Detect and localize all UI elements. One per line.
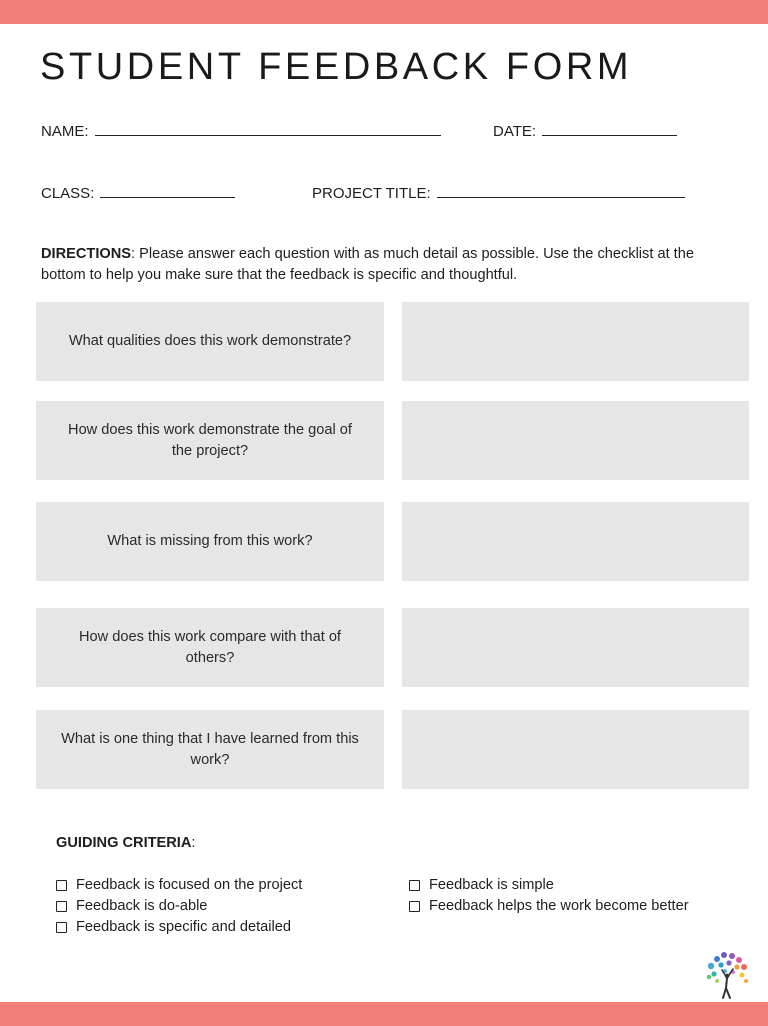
criteria-item-label: Feedback is do-able <box>76 898 208 914</box>
directions-label: DIRECTIONS <box>41 246 131 262</box>
page-title: STUDENT FEEDBACK FORM <box>40 46 633 88</box>
criteria-item-doable[interactable] <box>56 898 207 914</box>
criteria-item-label: Feedback is specific and detailed <box>76 919 291 935</box>
criteria-heading <box>56 835 195 851</box>
criteria-item-simple[interactable] <box>409 877 554 893</box>
criteria-heading-suffix: : <box>191 835 196 851</box>
name-label: NAME: <box>41 123 89 140</box>
question-box-3 <box>36 502 384 581</box>
class-input-line[interactable] <box>100 183 235 198</box>
tree-person-logo-icon <box>702 950 752 1000</box>
criteria-item-focused[interactable] <box>56 877 302 893</box>
directions <box>41 244 741 286</box>
criteria-item-specific[interactable] <box>56 919 291 935</box>
name-field <box>41 121 441 140</box>
class-field <box>41 183 235 202</box>
answer-box-1[interactable] <box>402 302 749 381</box>
class-label: CLASS: <box>41 185 95 202</box>
project-title-input-line[interactable] <box>437 183 685 198</box>
criteria-item-label: Feedback is simple <box>429 877 554 893</box>
criteria-item-better[interactable] <box>409 898 689 914</box>
date-input-line[interactable] <box>542 121 677 136</box>
criteria-heading-label: GUIDING CRITERIA <box>56 835 192 851</box>
checkbox-icon[interactable] <box>56 880 67 891</box>
checkbox-icon[interactable] <box>56 922 67 933</box>
answer-box-5[interactable] <box>402 710 749 789</box>
project-title-label: PROJECT TITLE: <box>312 185 431 202</box>
question-box-2 <box>36 401 384 480</box>
answer-box-4[interactable] <box>402 608 749 687</box>
date-label: DATE: <box>493 123 537 140</box>
date-field <box>493 121 677 140</box>
name-input-line[interactable] <box>95 121 441 136</box>
question-box-5 <box>36 710 384 789</box>
checkbox-icon[interactable] <box>409 901 420 912</box>
question-box-1 <box>36 302 384 381</box>
top-accent-band <box>0 0 768 24</box>
answer-box-3[interactable] <box>402 502 749 581</box>
bottom-accent-band <box>0 1002 768 1026</box>
checkbox-icon[interactable] <box>409 880 420 891</box>
question-box-4 <box>36 608 384 687</box>
question-text-3: What is missing from this work? <box>107 533 313 549</box>
criteria-item-label: Feedback helps the work become better <box>429 898 689 914</box>
criteria-item-label: Feedback is focused on the project <box>76 877 303 893</box>
question-text-4: How does this work compare with that of others? <box>79 628 341 666</box>
question-text-5: What is one thing that I have learned from this work? <box>61 730 359 768</box>
checkbox-icon[interactable] <box>56 901 67 912</box>
directions-text: : Please answer each question with as much detail as possible. Use the checklist at the bottom to help you make sure that the feedback is specific and thoughtful. <box>41 246 694 283</box>
question-text-2: How does this work demonstrate the goal of the project? <box>68 421 352 459</box>
question-text-1: What qualities does this work demonstrate? <box>68 333 352 349</box>
answer-box-2[interactable] <box>402 401 749 480</box>
project-title-field <box>312 183 685 202</box>
